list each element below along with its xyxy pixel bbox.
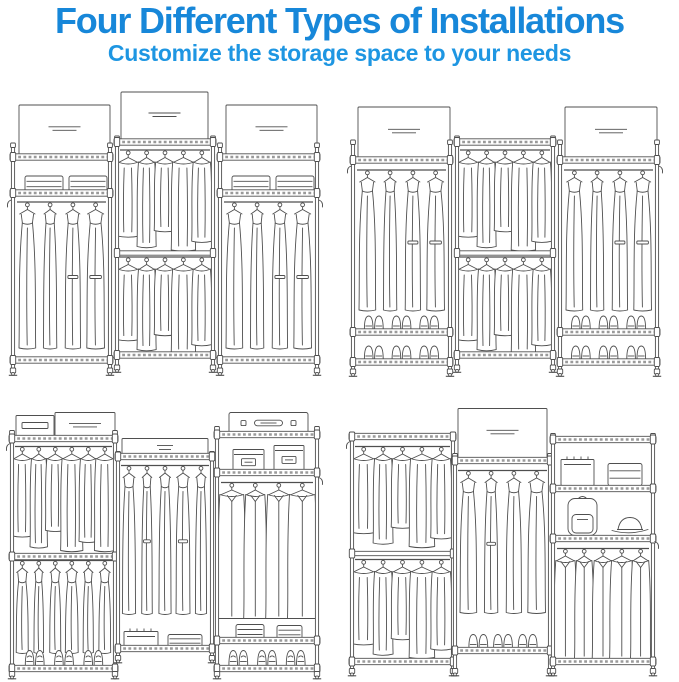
installation-diagram-2 [340,90,679,392]
installation-2-drawing [340,90,679,392]
installations-grid [0,90,679,682]
installation-diagram-1 [0,90,340,392]
installation-diagram-3 [0,392,340,682]
page-title: Four Different Types of Installations [55,0,624,41]
page-subtitle: Customize the storage space to your needs [107,39,572,66]
installation-1-drawing [0,90,340,392]
installation-diagram-4 [340,392,679,682]
header [0,0,679,66]
installation-4-drawing [340,392,679,682]
installation-3-drawing [0,392,340,682]
